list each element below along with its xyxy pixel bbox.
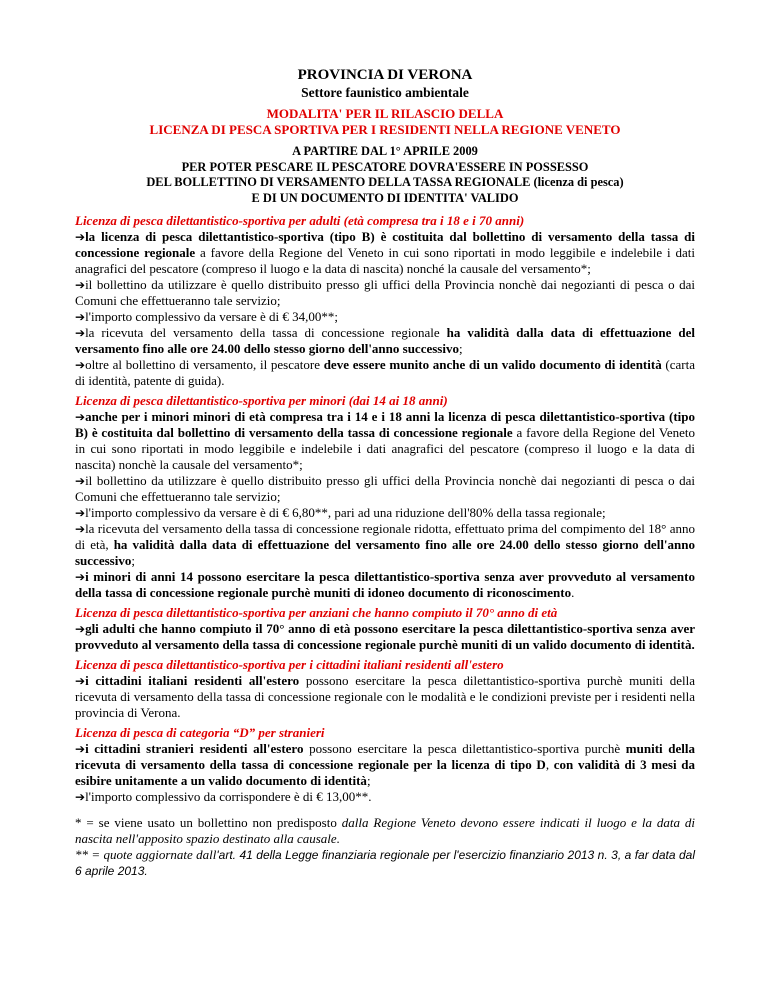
paragraph <box>75 229 695 277</box>
text: possono esercitare la pesca dilettantistico-sportiva purchè muniti della ricevuta di versamento della tassa di concessione regionale con le modalità e le condizioni previste per i residenti nella provincia di Verona. <box>75 673 696 720</box>
paragraph <box>75 621 695 653</box>
text-italic: ** = quote aggiornate dall <box>75 847 217 862</box>
paragraph <box>75 569 695 601</box>
text: l'importo complessivo da versare è di € 6,80**, pari ad una riduzione dell'80% della tassa regionale; <box>85 505 606 520</box>
arrow-icon: ➔ <box>75 622 86 636</box>
paragraph <box>75 409 695 473</box>
section-heading-adults: Licenza di pesca dilettantistico-sportiva per adulti (età compresa tra i 18 e i 70 anni) <box>75 213 525 228</box>
section-heading-abroad: Licenza di pesca dilettantistico-sportiva per i cittadini italiani residenti all'estero <box>75 657 504 672</box>
notice-line-2: PER POTER PESCARE IL PESCATORE DOVRA'ESSERE IN POSSESSO <box>181 159 589 174</box>
section-heading-seniors: Licenza di pesca dilettantistico-sportiva per anziani che hanno compiuto il 70° anno di età <box>75 605 558 620</box>
section-heading-foreigners: Licenza di pesca di categoria “D” per stranieri <box>75 725 325 740</box>
text: ; <box>366 773 371 788</box>
text: la ricevuta del versamento della tassa di concessione regionale ridotta, effettuato prima del compimento del 18° anno di età, <box>75 521 695 552</box>
text: il bollettino da utilizzare è quello distribuito presso gli uffici della Provincia nonchè dai negozianti di pesca o dai Comuni che effettueranno tale servizio; <box>75 473 695 504</box>
paragraph <box>75 277 695 309</box>
section-heading-minors: Licenza di pesca dilettantistico-sportiva per minori (dai 14 ai 18 anni) <box>75 393 448 408</box>
text-bold: gli adulti che hanno compiuto il 70° anno di età possono esercitare la pesca dilettantistico-sportiva senza aver provveduto al versamento della tassa di concessione regionale purchè muniti di un valido documento di identità. <box>75 621 695 652</box>
text-bold: con validità di 3 mesi da esibire unitamente a un valido documento di identità <box>75 757 696 788</box>
text: l'importo complessivo da versare è di € 34,00**; <box>85 309 338 324</box>
arrow-icon: ➔ <box>75 742 86 756</box>
text: ; <box>458 341 463 356</box>
paragraph <box>75 789 695 805</box>
text-bold: ha validità dalla data di effettuazione del versamento fino alle ore 24.00 dello stesso giorno dell'anno successivo <box>75 537 695 568</box>
paragraph <box>75 741 695 789</box>
paragraph <box>75 325 695 357</box>
text-bold: la licenza di pesca dilettantistico-sportiva (tipo B) è costituita dal bollettino di versamento della tassa di concessione regionale <box>75 229 695 260</box>
document <box>75 66 695 879</box>
text: l'importo complessivo da corrispondere è di € 13,00**. <box>85 789 372 804</box>
text-bold: anche per i minori minori di età compresa tra i 14 e i 18 anni la licenza di pesca dilettantistico-sportiva (tipo B) è costituita dal bollettino di versamento della tassa di concessione regionale <box>75 409 695 440</box>
paragraph <box>75 521 695 569</box>
text: ; <box>131 553 135 568</box>
arrow-icon: ➔ <box>75 570 86 584</box>
notice-line-3: DEL BOLLETTINO DI VERSAMENTO DELLA TASSA REGIONALE (licenza di pesca) <box>146 175 624 189</box>
text: la ricevuta del versamento della tassa di concessione regionale <box>85 325 447 340</box>
arrow-icon: ➔ <box>75 790 86 804</box>
notice-line-4: E DI UN DOCUMENTO DI IDENTITA' VALIDO <box>251 190 519 205</box>
text: possono esercitare la pesca dilettantistico-sportiva purchè <box>303 741 626 756</box>
footnotes <box>75 815 695 879</box>
red-heading-2: LICENZA DI PESCA SPORTIVA PER I RESIDENTI NELLA REGIONE VENETO <box>149 122 621 137</box>
text-bold: i cittadini italiani residenti all'estero <box>85 673 300 688</box>
paragraph <box>75 473 695 505</box>
text: . <box>571 585 575 600</box>
paragraph <box>75 357 695 389</box>
title: PROVINCIA DI VERONA <box>297 67 473 83</box>
text: il bollettino da utilizzare è quello distribuito presso gli uffici della Provincia nonchè dai negozianti di pesca o dai Comuni che effettueranno tale servizio; <box>75 277 695 308</box>
text: oltre al bollettino di versamento, il pescatore <box>85 357 324 372</box>
text: (carta di identità, patente di guida). <box>75 357 695 388</box>
subtitle: Settore faunistico ambientale <box>301 85 469 100</box>
arrow-icon: ➔ <box>75 410 86 424</box>
arrow-icon: ➔ <box>75 506 86 520</box>
text: , <box>545 757 554 772</box>
arrow-icon: ➔ <box>75 310 86 324</box>
footnote-2 <box>75 847 695 879</box>
arrow-icon: ➔ <box>75 326 86 340</box>
arrow-icon: ➔ <box>75 358 86 372</box>
text-bold: deve essere munito anche di un valido documento di identità <box>323 357 662 372</box>
text-bold: ha validità dalla data di effettuazione del versamento fino alle ore 24.00 dello stesso giorno dell'anno successivo <box>75 325 695 356</box>
footnote-1 <box>75 815 695 847</box>
text-bold: muniti della ricevuta di versamento della tassa di concessione regionale per la licenza di tipo D <box>75 741 695 772</box>
paragraph <box>75 309 695 325</box>
text-bold: i cittadini stranieri residenti all'estero <box>85 741 304 756</box>
text: a favore della Regione del Veneto in cui sono riportati in modo leggibile e indelebile i dati anagrafici del pescatore (compreso il luogo e la data di nascita) nonché la causale del versamento*; <box>75 245 695 276</box>
arrow-icon: ➔ <box>75 474 86 488</box>
text: * = se viene usato un bollettino non predisposto <box>75 815 342 830</box>
text-bold: i minori di anni 14 possono esercitare la pesca dilettantistico-sportiva senza aver provveduto al versamento della tassa di concessione regionale purchè muniti di idoneo documento di riconoscimento <box>75 569 695 600</box>
arrow-icon: ➔ <box>75 674 86 688</box>
text-italic: dalla Regione Veneto devono essere indicati il luogo e la data di nascita nell'apposito spazio destinato alla causale. <box>75 815 696 846</box>
paragraph <box>75 505 695 521</box>
arrow-icon: ➔ <box>75 522 86 536</box>
text: a favore della Regione del Veneto in cui sono riportati in modo leggibile e indelebile i dati anagrafici del pescatore (compreso il luogo e la data di nascita) nonchè la causale del versamento*; <box>75 425 695 472</box>
arrow-icon: ➔ <box>75 278 86 292</box>
red-heading-1: MODALITA' PER IL RILASCIO DELLA <box>266 106 504 121</box>
paragraph <box>75 673 695 721</box>
notice-line-1: A PARTIRE DAL 1° APRILE 2009 <box>292 144 478 158</box>
arrow-icon: ➔ <box>75 230 86 244</box>
text-italic-sans: 'art. 41 della Legge finanziaria regionale per l'esercizio finanziario 2013 n. 3, a far data dal 6 aprile 2013. <box>75 848 695 878</box>
